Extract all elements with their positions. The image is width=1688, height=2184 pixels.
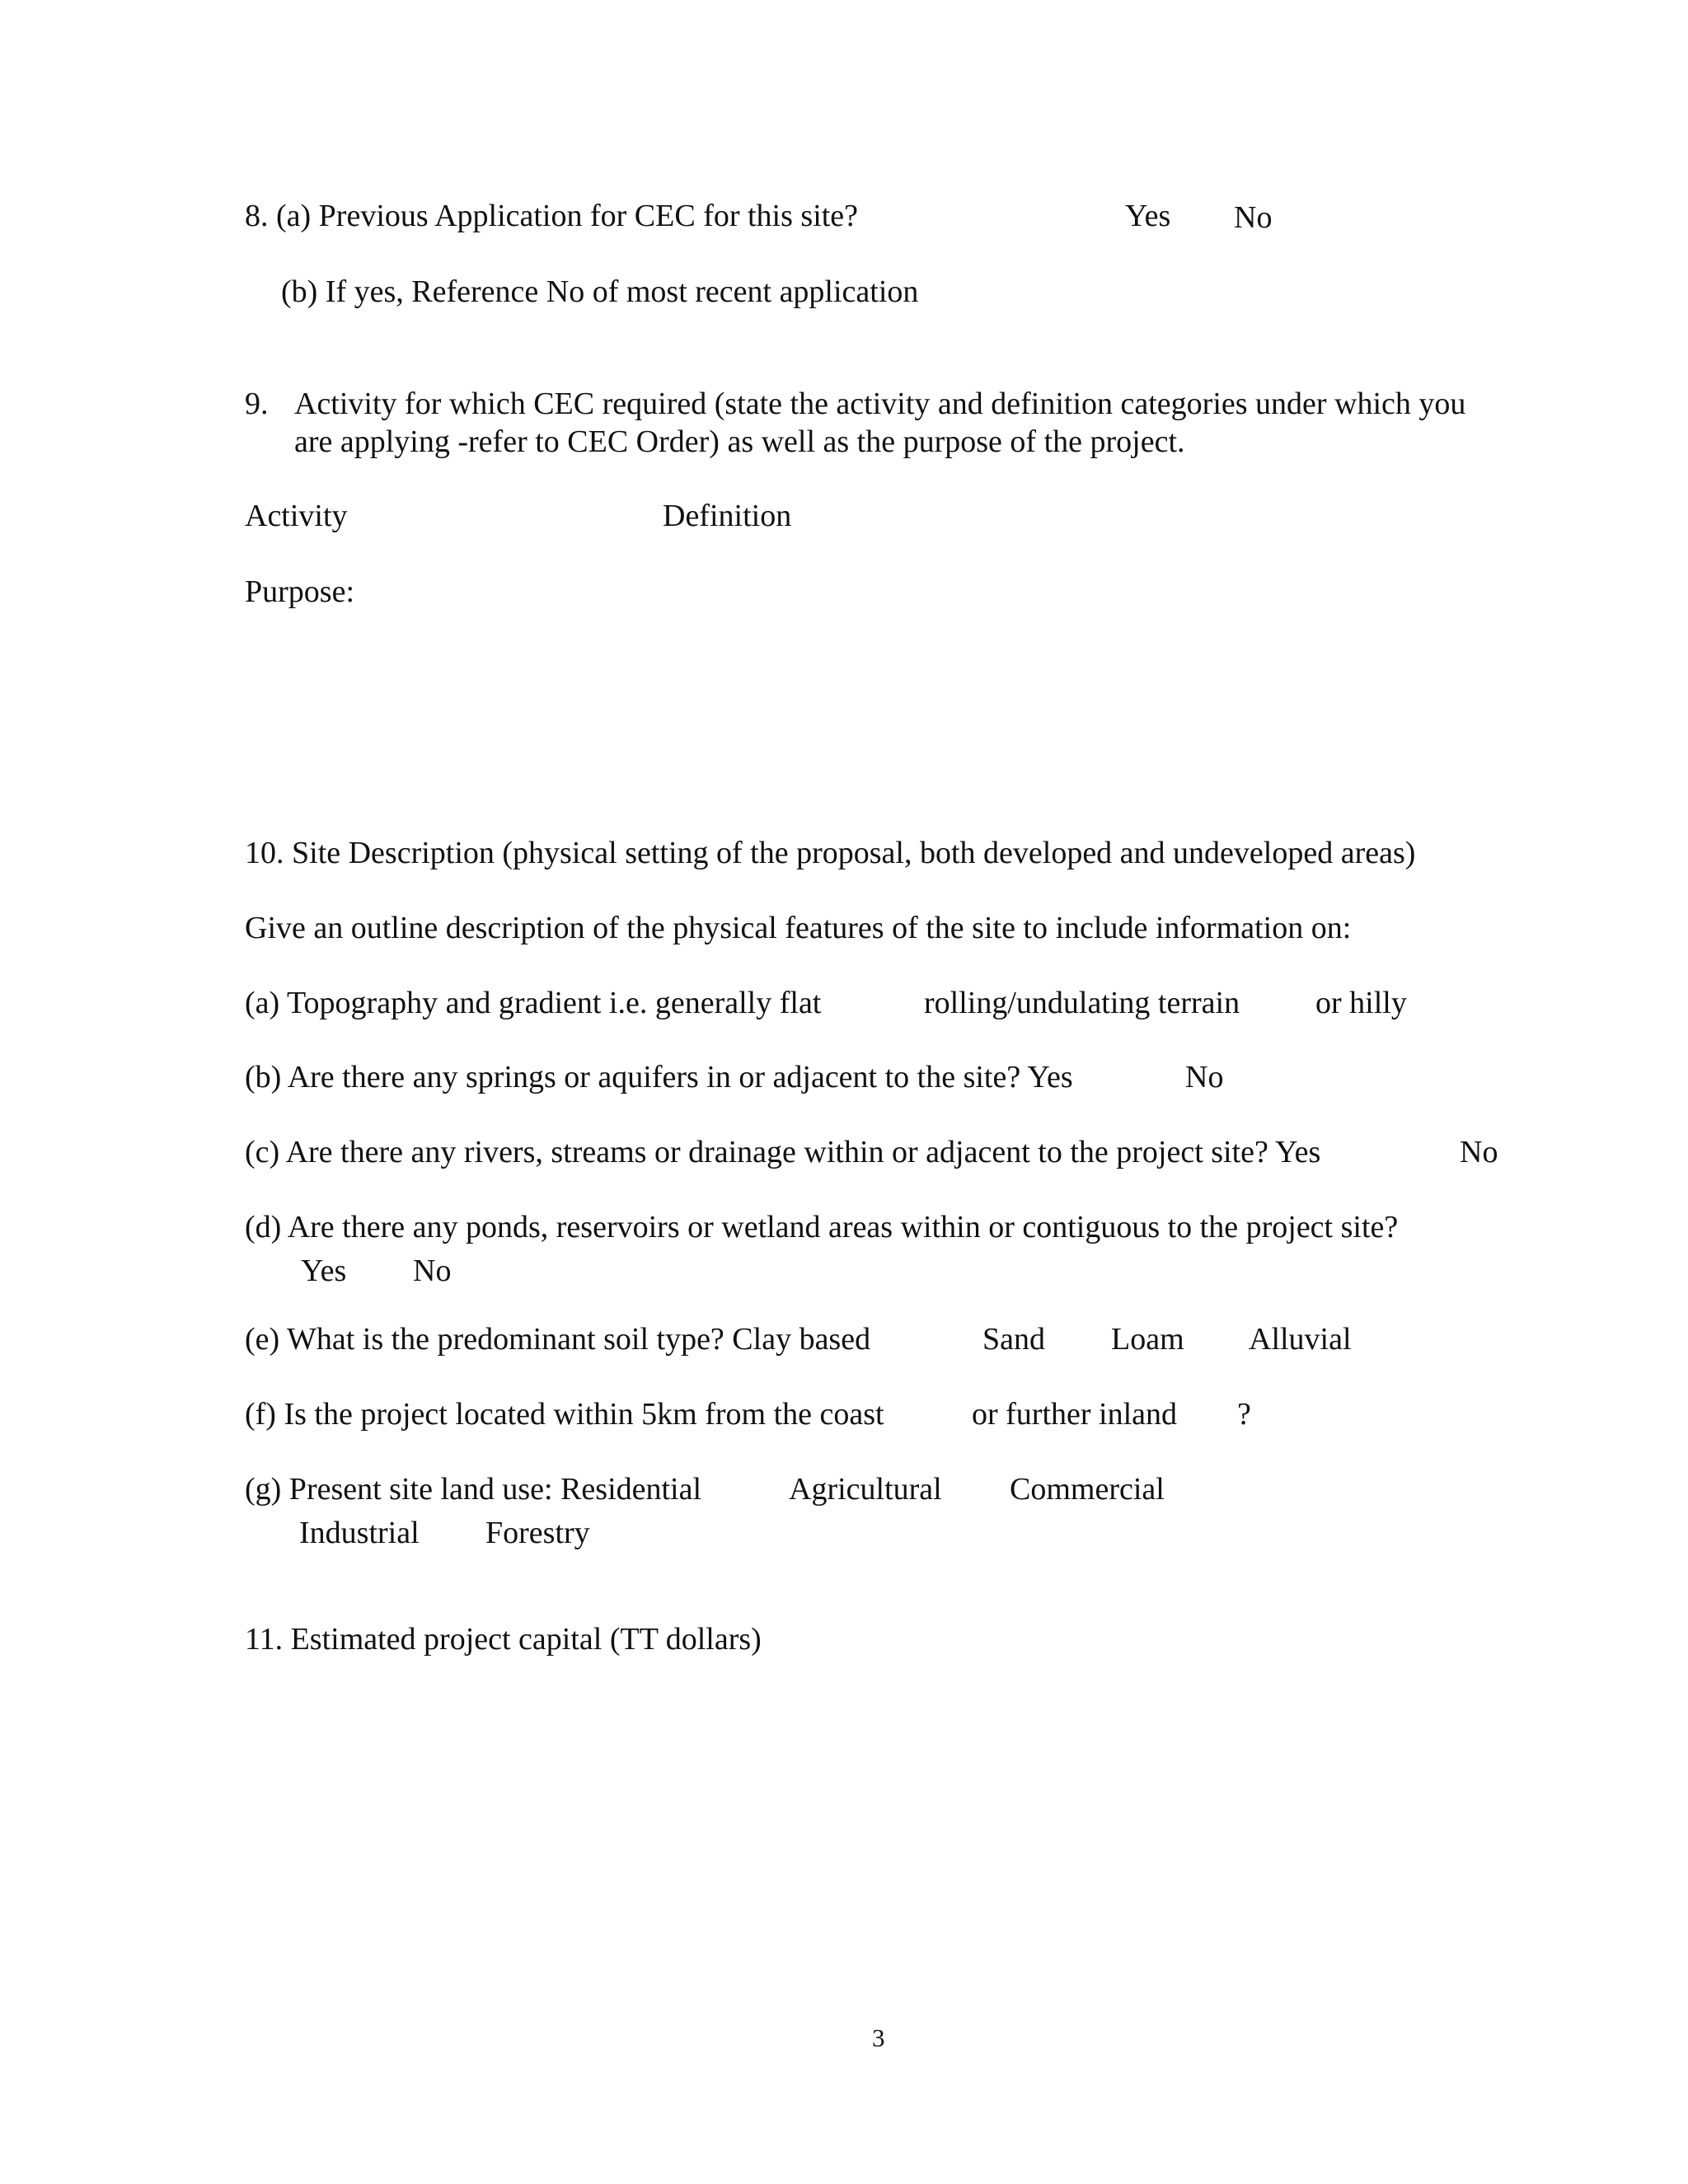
q10c-label: (c) Are there any rivers, streams or drainage within or adjacent to the project site? Yes (245, 1135, 1321, 1169)
q10-intro: Give an outline description of the physical features of the site to include information on: (245, 911, 1352, 945)
q11-title: 11. Estimated project capital (TT dollars) (245, 1622, 762, 1657)
q10b-no-option[interactable]: No (1185, 1060, 1224, 1094)
q10g-label: (g) Present site land use: Residential (245, 1472, 702, 1507)
q10f-label: (f) Is the project located within 5km from the coast (245, 1397, 884, 1432)
q10g-industrial-option[interactable]: Industrial (299, 1516, 420, 1550)
q10e-loam-option[interactable]: Loam (1111, 1322, 1184, 1357)
q10f-question-mark: ? (1237, 1397, 1251, 1432)
q9-definition-label: Definition (663, 499, 792, 533)
q9-line2: are applying -refer to CEC Order) as well as the purpose of the project. (294, 424, 1185, 459)
q8a-yes-option[interactable]: Yes (1125, 199, 1171, 233)
q10d-no-option[interactable]: No (413, 1254, 452, 1288)
q8b-label: (b) If yes, Reference No of most recent application (281, 274, 919, 309)
q9-number: 9. (245, 387, 269, 421)
q8a-no-option[interactable]: No (1234, 200, 1273, 235)
q10e-label: (e) What is the predominant soil type? Clay based (245, 1322, 871, 1357)
q9-line1: Activity for which CEC required (state the activity and definition categories under which you (294, 387, 1466, 421)
q10b-label: (b) Are there any springs or aquifers in or adjacent to the site? Yes (245, 1060, 1073, 1094)
q10e-sand-option[interactable]: Sand (982, 1322, 1045, 1357)
q10a-rolling-option[interactable]: rolling/undulating terrain (924, 986, 1240, 1020)
q9-purpose-label: Purpose: (245, 574, 354, 609)
q8a-label: 8. (a) Previous Application for CEC for this site? (245, 199, 859, 233)
q10g-commercial-option[interactable]: Commercial (1010, 1472, 1165, 1507)
page-number: 3 (872, 2023, 885, 2052)
q10a-label: (a) Topography and gradient i.e. generally flat (245, 986, 822, 1020)
q10d-yes-option[interactable]: Yes (301, 1254, 347, 1288)
q10e-alluvial-option[interactable]: Alluvial (1249, 1322, 1352, 1357)
q10-title: 10. Site Description (physical setting of the proposal, both developed and undeveloped areas) (245, 836, 1416, 870)
q10d-label: (d) Are there any ponds, reservoirs or wetland areas within or contiguous to the project site? (245, 1210, 1399, 1244)
q10g-agricultural-option[interactable]: Agricultural (789, 1472, 942, 1507)
q10c-no-option[interactable]: No (1460, 1135, 1498, 1169)
q10g-forestry-option[interactable]: Forestry (485, 1516, 590, 1550)
q9-activity-label: Activity (245, 499, 348, 533)
q10f-inland-option[interactable]: or further inland (972, 1397, 1178, 1432)
q10a-hilly-option[interactable]: or hilly (1315, 986, 1407, 1020)
